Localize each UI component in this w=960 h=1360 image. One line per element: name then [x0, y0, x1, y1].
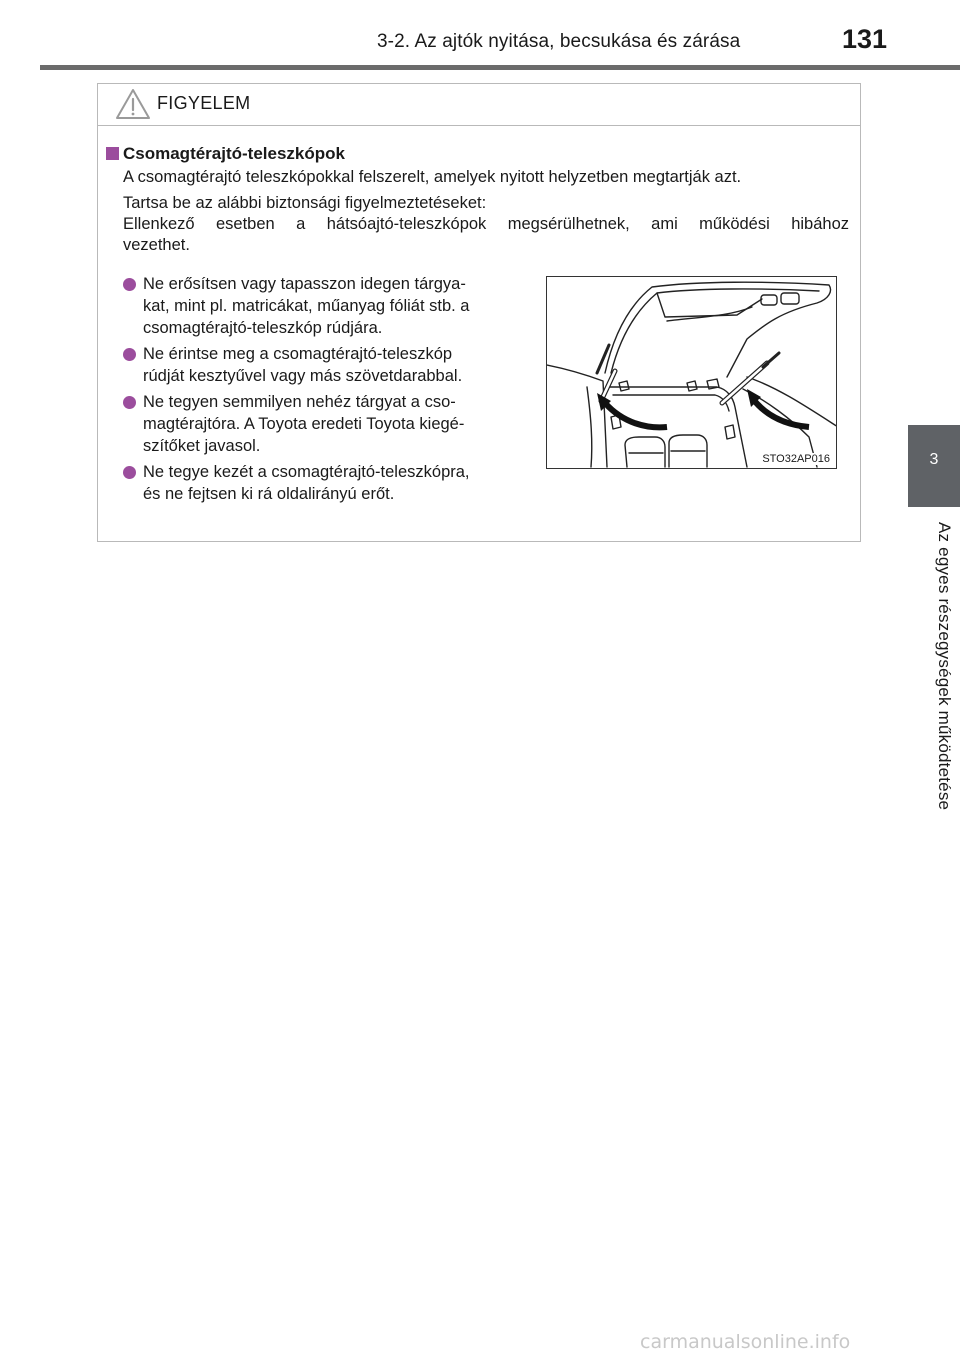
warning-header [98, 84, 860, 126]
bullet-dot [123, 396, 136, 409]
tailgate-illustration [547, 277, 837, 469]
bullet-text: Ne tegyen semmilyen nehéz tárgyat a cso- [143, 393, 456, 411]
bullet-dot [123, 466, 136, 479]
bullet-dot [123, 278, 136, 291]
bullet-text: csomagtérajtó-teleszkóp rúdjára. [143, 319, 383, 337]
tailgate-strut-figure [546, 276, 837, 469]
warning-box [97, 83, 861, 542]
watermark: carmanualsonline.info [640, 1331, 851, 1353]
chapter-title: Az egyes részegységek működtetése [935, 522, 954, 811]
instruction-line-3: vezethet. [123, 236, 190, 254]
section-heading: Csomagtérajtó-teleszkópok [123, 144, 345, 163]
intro-paragraph: A csomagtérajtó teleszkópokkal felszerelt, amelyek nyitott helyzetben megtartják azt. [123, 168, 742, 186]
bullet-text: és ne fejtsen ki rá oldalirányú erőt. [143, 485, 395, 503]
bullet-text: kat, mint pl. matricákat, műanyag fóliát stb. a [143, 297, 470, 315]
warning-label: FIGYELEM [157, 93, 251, 113]
instruction-line-2: Ellenkező esetben a hátsóajtó-teleszkópok megsérülhetnek, ami működési hibához [123, 215, 849, 233]
chapter-number: 3 [929, 451, 939, 468]
chapter-tab [908, 425, 960, 507]
section-title: 3-2. Az ajtók nyitása, becsukása és zárása [377, 31, 741, 52]
bullet-dot [123, 348, 136, 361]
bullet-text: Ne tegye kezét a csomagtérajtó-teleszkópra, [143, 463, 470, 481]
bullet-text: Ne érintse meg a csomagtérajtó-teleszkóp [143, 345, 453, 363]
figure-code: STO32AP016 [762, 453, 830, 465]
bullet-text: Ne erősítsen vagy tapasszon idegen tárgya- [143, 275, 466, 293]
page-number: 131 [842, 24, 888, 54]
bullet-text: rúdját kesztyűvel vagy más szövetdarabbal. [143, 367, 463, 385]
bullet-text: magtérajtóra. A Toyota eredeti Toyota kiegé- [143, 415, 465, 433]
instruction-line-1: Tartsa be az alábbi biztonsági figyelmeztetéseket: [123, 194, 487, 212]
header-rule [40, 65, 960, 70]
bullet-text: szítőket javasol. [143, 437, 261, 455]
section-marker [106, 147, 119, 160]
warning-triangle-icon [115, 88, 151, 120]
